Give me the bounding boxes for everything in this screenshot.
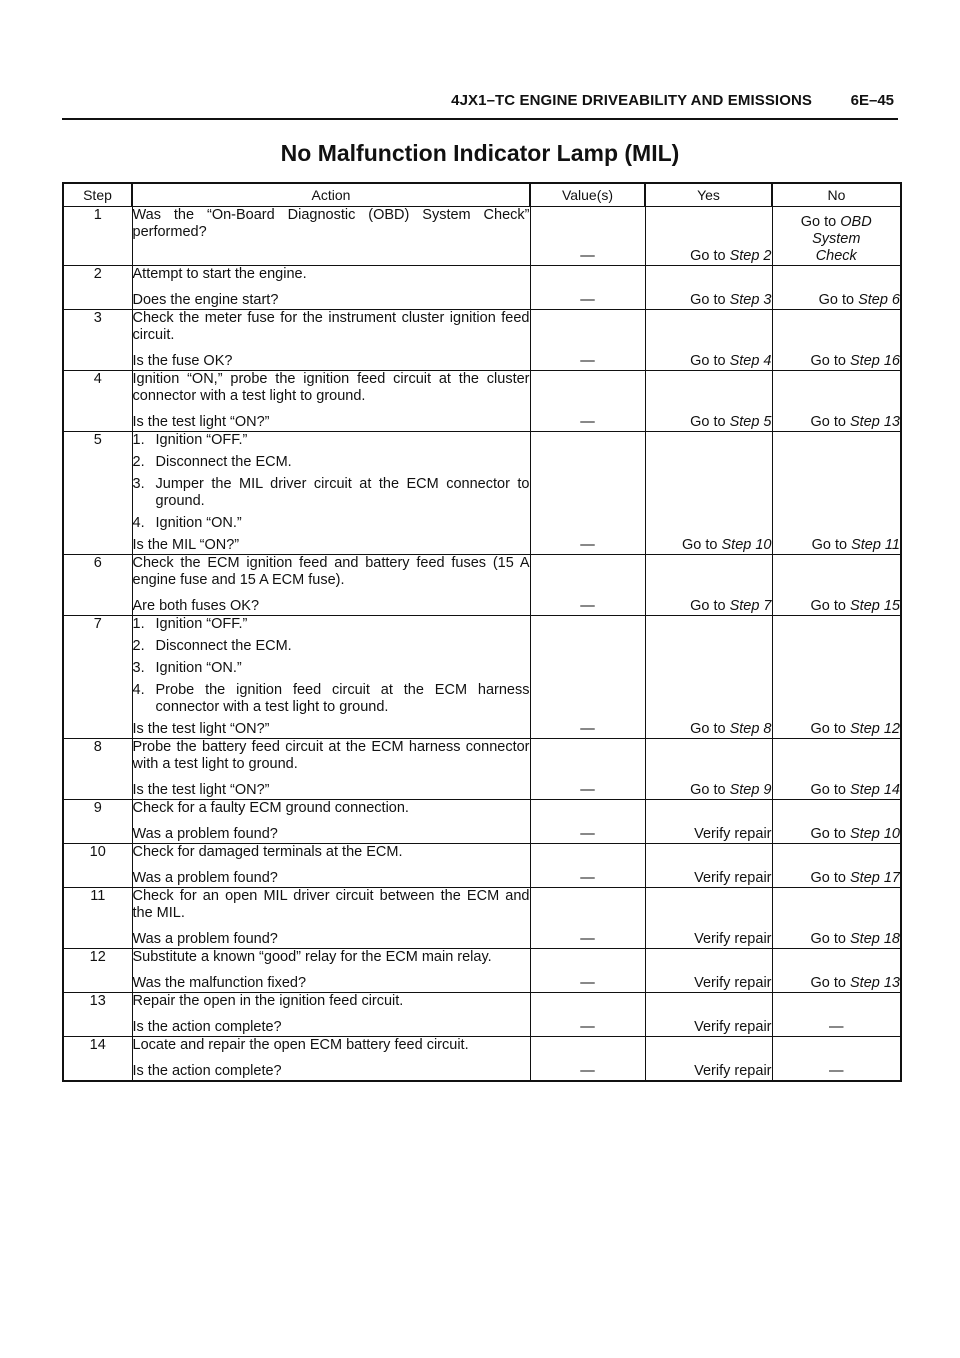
yes-step-ref: Step 3 (729, 292, 772, 308)
no-cell: — (772, 1037, 901, 1082)
table-row (63, 993, 901, 1037)
substep-text: Disconnect the ECM. (155, 638, 292, 654)
no-cell (772, 555, 901, 616)
action-question: Is the test light “ON?” (132, 414, 270, 430)
yes-prefix: Go to (690, 721, 726, 737)
yes-cell (645, 616, 772, 739)
no-prefix: Go to (818, 292, 855, 308)
substep-text: Jumper the MIL driver circuit at the ECM connector to ground. (155, 476, 530, 509)
no-line-1 (773, 214, 901, 231)
yes-cell (645, 207, 772, 266)
action-cell (132, 432, 530, 555)
no-cell (772, 371, 901, 432)
substep-text: Ignition “ON.” (155, 515, 242, 531)
yes-cell: Verify repair (645, 949, 772, 993)
action-text: Locate and repair the open ECM battery feed circuit. (132, 1037, 469, 1053)
no-prefix: Go to (800, 214, 837, 230)
step-number: 12 (63, 949, 132, 993)
substep-number: 2. (132, 638, 145, 654)
table-header-row (63, 183, 901, 207)
no-line-2: System (812, 231, 861, 247)
action-question: Was a problem found? (132, 870, 278, 886)
no-prefix: Go to (810, 975, 846, 991)
value-cell: — (530, 371, 645, 432)
action-cell (132, 371, 530, 432)
no-cell (772, 739, 901, 800)
page-title: No Malfunction Indicator Lamp (MIL) (280, 140, 680, 166)
substep-text: Ignition “OFF.” (155, 616, 248, 632)
column-header-yes: Yes (645, 183, 772, 207)
step-number: 3 (63, 310, 132, 371)
table-row (63, 800, 901, 844)
no-line-3: Check (815, 248, 857, 264)
action-cell (132, 844, 530, 888)
no-step-ref: Step 18 (850, 931, 900, 947)
no-prefix: Go to (810, 721, 846, 737)
yes-cell (645, 555, 772, 616)
no-cell: — (772, 993, 901, 1037)
table-row (63, 555, 901, 616)
substep-item (133, 476, 530, 510)
no-step-ref: Step 11 (851, 537, 900, 553)
value-cell: — (530, 844, 645, 888)
action-text: Substitute a known “good” relay for the ECM main relay. (132, 949, 492, 965)
no-prefix: Go to (810, 598, 846, 614)
table-row (63, 949, 901, 993)
no-prefix: Go to (810, 826, 846, 842)
no-cell (772, 800, 901, 844)
substep-text: Probe the ignition feed circuit at the ECM harness connector with a test light to ground. (155, 682, 530, 715)
action-cell (132, 739, 530, 800)
value-cell: — (530, 555, 645, 616)
no-step-ref: Step 6 (858, 292, 900, 308)
action-cell (132, 310, 530, 371)
action-question: Is the test light “ON?” (132, 782, 270, 798)
no-cell (772, 310, 901, 371)
no-step-ref: Step 17 (850, 870, 900, 886)
action-text: Was the “On-Board Diagnostic (OBD) System Check” performed? (132, 207, 530, 240)
action-cell (132, 266, 530, 310)
page-header (62, 90, 898, 120)
value-cell: — (530, 432, 645, 555)
yes-prefix: Go to (690, 598, 726, 614)
action-text: Check the ECM ignition feed and battery feed fuses (15 A engine fuse and 15 A ECM fuse). (132, 555, 530, 588)
value-cell: — (530, 800, 645, 844)
value-cell: — (530, 739, 645, 800)
step-number: 14 (63, 1037, 132, 1082)
no-prefix: Go to (810, 931, 846, 947)
step-number: 13 (63, 993, 132, 1037)
no-step-ref: Step 13 (850, 414, 900, 430)
action-cell (132, 555, 530, 616)
yes-prefix: Go to (690, 353, 726, 369)
no-cell (772, 616, 901, 739)
yes-step-ref: Step 5 (729, 414, 772, 430)
substep-text: Ignition “OFF.” (155, 432, 248, 448)
action-cell (132, 616, 530, 739)
no-prefix: Go to (810, 782, 846, 798)
step-number: 4 (63, 371, 132, 432)
value-cell: — (530, 888, 645, 949)
yes-prefix: Go to (690, 782, 726, 798)
value-cell: — (530, 1037, 645, 1082)
yes-step-ref: Step 2 (729, 248, 772, 264)
substep-number: 4. (132, 515, 145, 531)
step-number: 2 (63, 266, 132, 310)
action-cell (132, 1037, 530, 1082)
yes-step-ref: Step 9 (729, 782, 772, 798)
value-cell: — (530, 310, 645, 371)
table-row (63, 207, 901, 266)
action-cell (132, 949, 530, 993)
step-number: 5 (63, 432, 132, 555)
table-row (63, 616, 901, 739)
action-question: Are both fuses OK? (132, 598, 260, 614)
action-cell (132, 800, 530, 844)
substep-text: Ignition “ON.” (155, 660, 242, 676)
action-question: Is the test light “ON?” (132, 721, 270, 737)
yes-cell: Verify repair (645, 844, 772, 888)
action-text: Check for a faulty ECM ground connection. (132, 800, 409, 816)
action-question: Was the malfunction fixed? (132, 975, 307, 991)
action-text: Check for damaged terminals at the ECM. (132, 844, 403, 860)
action-text: Check the meter fuse for the instrument cluster ignition feed circuit. (132, 310, 530, 343)
no-step-ref: Step 10 (850, 826, 900, 842)
table-row (63, 739, 901, 800)
no-cell (772, 266, 901, 310)
step-number: 11 (63, 888, 132, 949)
substep-item (133, 682, 530, 716)
action-text: Ignition “ON,” probe the ignition feed circuit at the cluster connector with a test light to ground. (132, 371, 530, 404)
substep-number: 2. (132, 454, 145, 470)
table-body (63, 207, 901, 1082)
yes-prefix: Go to (690, 292, 726, 308)
substep-number: 3. (132, 476, 145, 492)
section-title: 4JX1–TC ENGINE DRIVEABILITY AND EMISSIONS (451, 92, 812, 109)
no-cell (772, 949, 901, 993)
step-number: 1 (63, 207, 132, 266)
table-row (63, 1037, 901, 1082)
no-prefix: Go to (810, 870, 846, 886)
yes-cell: Verify repair (645, 1037, 772, 1082)
step-number: 9 (63, 800, 132, 844)
diagnostic-table (62, 182, 902, 1082)
column-header-values: Value(s) (530, 183, 645, 207)
yes-step-ref: Step 10 (721, 537, 772, 553)
yes-cell (645, 432, 772, 555)
obd-system-check-ref (773, 214, 901, 265)
yes-step-ref: Step 7 (729, 598, 772, 614)
yes-cell (645, 310, 772, 371)
yes-step-ref: Step 8 (729, 721, 772, 737)
action-question: Is the action complete? (132, 1019, 282, 1035)
no-obd-ref: OBD (840, 214, 872, 230)
action-text: Repair the open in the ignition feed circuit. (132, 993, 404, 1009)
value-cell: — (530, 207, 645, 266)
step-number: 10 (63, 844, 132, 888)
table-row (63, 310, 901, 371)
step-number: 8 (63, 739, 132, 800)
action-question: Does the engine start? (132, 292, 279, 308)
yes-prefix: Go to (690, 248, 726, 264)
substep-number: 3. (132, 660, 145, 676)
action-text: Check for an open MIL driver circuit between the ECM and the MIL. (132, 888, 530, 921)
action-question: Is the action complete? (132, 1063, 282, 1079)
yes-step-ref: Step 4 (729, 353, 772, 369)
page-number: 6E–45 (850, 92, 894, 109)
substep-number: 1. (132, 432, 145, 448)
no-prefix: Go to (810, 414, 846, 430)
yes-cell: Verify repair (645, 800, 772, 844)
substep-text: Disconnect the ECM. (155, 454, 292, 470)
action-text: Attempt to start the engine. (132, 266, 307, 282)
action-cell (132, 993, 530, 1037)
no-step-ref: Step 14 (850, 782, 900, 798)
yes-cell (645, 266, 772, 310)
substep-item (133, 638, 530, 655)
no-prefix: Go to (810, 353, 846, 369)
action-question: Is the fuse OK? (132, 353, 233, 369)
column-header-action: Action (132, 183, 530, 207)
value-cell: — (530, 266, 645, 310)
no-step-ref: Step 12 (850, 721, 900, 737)
action-question: Is the MIL “ON?” (132, 537, 240, 553)
no-cell (772, 207, 901, 266)
substep-number: 4. (132, 682, 145, 698)
action-question: Was a problem found? (132, 826, 278, 842)
action-substeps (133, 616, 530, 716)
table-row (63, 432, 901, 555)
column-header-step: Step (63, 183, 132, 207)
no-prefix: Go to (811, 537, 848, 553)
table-row (63, 888, 901, 949)
substep-number: 1. (132, 616, 145, 632)
column-header-no: No (772, 183, 901, 207)
yes-cell: Verify repair (645, 888, 772, 949)
substep-item (133, 616, 530, 633)
yes-cell (645, 371, 772, 432)
no-step-ref: Step 15 (850, 598, 900, 614)
no-cell (772, 432, 901, 555)
no-cell (772, 844, 901, 888)
action-cell (132, 888, 530, 949)
no-step-ref: Step 13 (850, 975, 900, 991)
value-cell: — (530, 993, 645, 1037)
value-cell: — (530, 949, 645, 993)
substep-item (133, 515, 530, 532)
step-number: 7 (63, 616, 132, 739)
table-row (63, 844, 901, 888)
value-cell: — (530, 616, 645, 739)
substep-item (133, 454, 530, 471)
yes-cell (645, 739, 772, 800)
action-cell (132, 207, 530, 266)
table-row (63, 371, 901, 432)
substep-item (133, 432, 530, 449)
yes-cell: Verify repair (645, 993, 772, 1037)
action-substeps (133, 432, 530, 532)
no-step-ref: Step 16 (850, 353, 900, 369)
yes-prefix: Go to (690, 414, 726, 430)
substep-item (133, 660, 530, 677)
step-number: 6 (63, 555, 132, 616)
action-question: Was a problem found? (132, 931, 278, 947)
yes-prefix: Go to (682, 537, 718, 553)
table-row (63, 266, 901, 310)
action-text: Probe the battery feed circuit at the ECM harness connector with a test light to ground. (132, 739, 530, 772)
no-cell (772, 888, 901, 949)
